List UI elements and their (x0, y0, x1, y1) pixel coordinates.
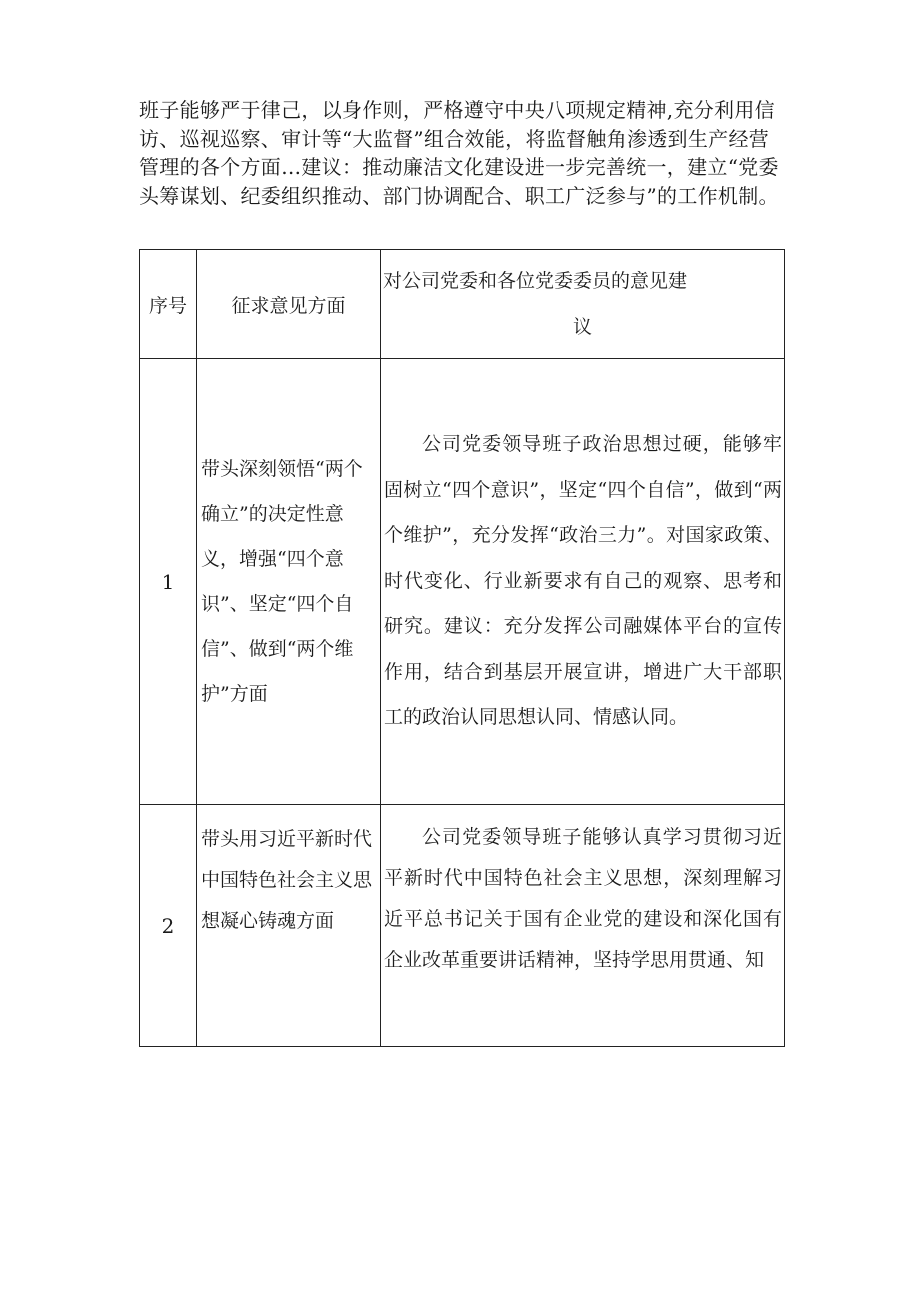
opinions-table (139, 249, 785, 1047)
header-aspect: 征求意见方面 (197, 250, 381, 359)
row-aspect: 带头深刻领悟“两个确立”的决定性意义，增强“四个意识”、坚定“四个自信”、做到“两个维护”方面 (197, 359, 381, 805)
table-row (140, 359, 785, 805)
header-index: 序号 (140, 250, 197, 359)
row-aspect: 带头用习近平新时代中国特色社会主义思想凝心铸魂方面 (197, 805, 381, 1047)
header-suggestion-line1: 对公司党委和各位党委委员的意见建 (383, 270, 688, 292)
header-suggestion (381, 250, 785, 359)
row-index: 2 (140, 805, 197, 1047)
row-suggestion: 公司党委领导班子政治思想过硬，能够牢固树立“四个意识”，坚定“四个自信”，做到“两个维护”，充分发挥“政治三力”。对国家政策、时代变化、行业新要求有自己的观察、思考和研究。建议：充分发挥公司融媒体平台的宣传作用，结合到基层开展宣讲，增进广大干部职工的政治认同思想认同、情感认同。 (381, 359, 785, 805)
row-suggestion: 公司党委领导班子能够认真学习贯彻习近平新时代中国特色社会主义思想，深刻理解习近平总书记关于国有企业党的建设和深化国有企业改革重要讲话精神，坚持学思用贯通、知 (381, 805, 785, 1047)
intro-paragraph: 班子能够严于律己，以身作则，严格遵守中央八项规定精神,充分利用信访、巡视巡察、审计等“大监督”组合效能，将监督触角渗透到生产经营管理的各个方面…建议：推动廉洁文化建设进一步完善统一，建立“党委头筹谋划、纪委组织推动、部门协调配合、职工广泛参与”的工作机制。 (139, 98, 779, 208)
row-index: 1 (140, 359, 197, 805)
table-row (140, 805, 785, 1047)
header-suggestion-line2: 议 (572, 316, 592, 338)
table-header-row (140, 250, 785, 359)
